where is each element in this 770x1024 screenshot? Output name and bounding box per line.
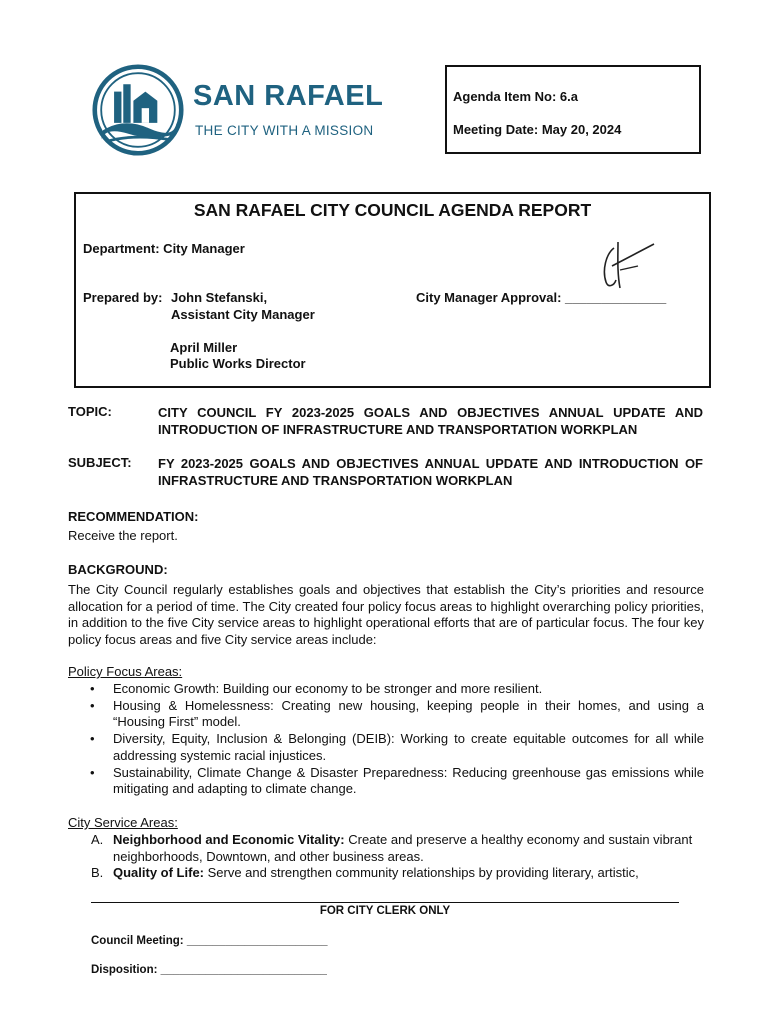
city-service-list (68, 832, 704, 882)
background-text: The City Council regularly establishes goals and objectives that establish the City’s priorities and resource allocation for a period of time. The City created four policy focus areas to highlight overarching policy priorities, in addition to the five City service areas to highlight operational efforts that are of particular focus. The four key policy focus areas and five City service areas include: (68, 582, 704, 648)
department-line: Department: City Manager (83, 241, 245, 256)
logo-tagline: THE CITY WITH A MISSION (195, 123, 374, 138)
recommendation-text: Receive the report. (68, 528, 178, 543)
list-item (68, 832, 704, 865)
subject-label: SUBJECT: (68, 455, 132, 470)
logo-title: SAN RAFAEL (193, 80, 384, 112)
list-item (68, 865, 704, 882)
list-letter: A. (91, 832, 104, 847)
policy-focus-heading: Policy Focus Areas: (68, 664, 183, 679)
agenda-info-box (445, 65, 701, 154)
service-area-title: Neighborhood and Economic Vitality: (113, 832, 345, 847)
service-area-text: Serve and strengthen community relationships by providing literary, artistic, (204, 865, 639, 881)
topic-text: CITY COUNCIL FY 2023-2025 GOALS AND OBJECTIVES ANNUAL UPDATE AND INTRODUCTION OF INFRASTRUCTURE AND TRANSPORTATION WORKPLAN (158, 405, 703, 437)
recommendation-heading: RECOMMENDATION: (68, 509, 199, 524)
san-rafael-logo-icon (92, 64, 184, 156)
list-letter: B. (91, 865, 104, 881)
city-manager-approval: City Manager Approval: ______________ (416, 290, 667, 305)
preparer-name: John Stefanski, (171, 290, 268, 305)
service-area-title: Quality of Life: (113, 865, 204, 881)
agenda-item-number: Agenda Item No: 6.a (453, 89, 578, 104)
prepared-by-label: Prepared by: (83, 290, 163, 305)
divider (91, 902, 679, 903)
signature-icon (596, 236, 658, 298)
subject-text: FY 2023-2025 GOALS AND OBJECTIVES ANNUAL UPDATE AND INTRODUCTION OF INFRASTRUCTURE AND TRANSPORTATION WORKPLAN (158, 456, 703, 488)
service-area-text: Create and preserve a healthy economy and sustain vibrant neighborhoods, Downtown, and other business areas. (113, 832, 693, 864)
list-item: • Housing & Homelessness: Creating new housing, keeping people in their homes, and using a “Housing First” model. (68, 698, 704, 731)
list-item: • Diversity, Equity, Inclusion & Belonging (DEIB): Working to create equitable outcomes for all while addressing systemic racial injustices. (68, 731, 704, 764)
preparer-title: Assistant City Manager (171, 307, 315, 322)
preparer-title: Public Works Director (170, 356, 306, 371)
city-service-heading: City Service Areas: (68, 815, 178, 830)
list-item: • Economic Growth: Building our economy to be stronger and more resilient. (68, 681, 704, 698)
list-item: • Sustainability, Climate Change & Disaster Preparedness: Reducing greenhouse gas emissions while mitigating and adapting to climate change. (68, 765, 704, 798)
preparer-name: April Miller (170, 340, 238, 355)
topic-label: TOPIC: (68, 404, 112, 419)
background-heading: BACKGROUND: (68, 562, 168, 577)
policy-focus-list (68, 681, 704, 798)
city-clerk-title: FOR CITY CLERK ONLY (319, 905, 451, 917)
report-title: SAN RAFAEL CITY COUNCIL AGENDA REPORT (193, 200, 592, 220)
disposition-field: Disposition: __________________________ (91, 964, 327, 976)
meeting-date: Meeting Date: May 20, 2024 (453, 122, 622, 137)
council-meeting-field: Council Meeting: ______________________ (91, 935, 328, 947)
